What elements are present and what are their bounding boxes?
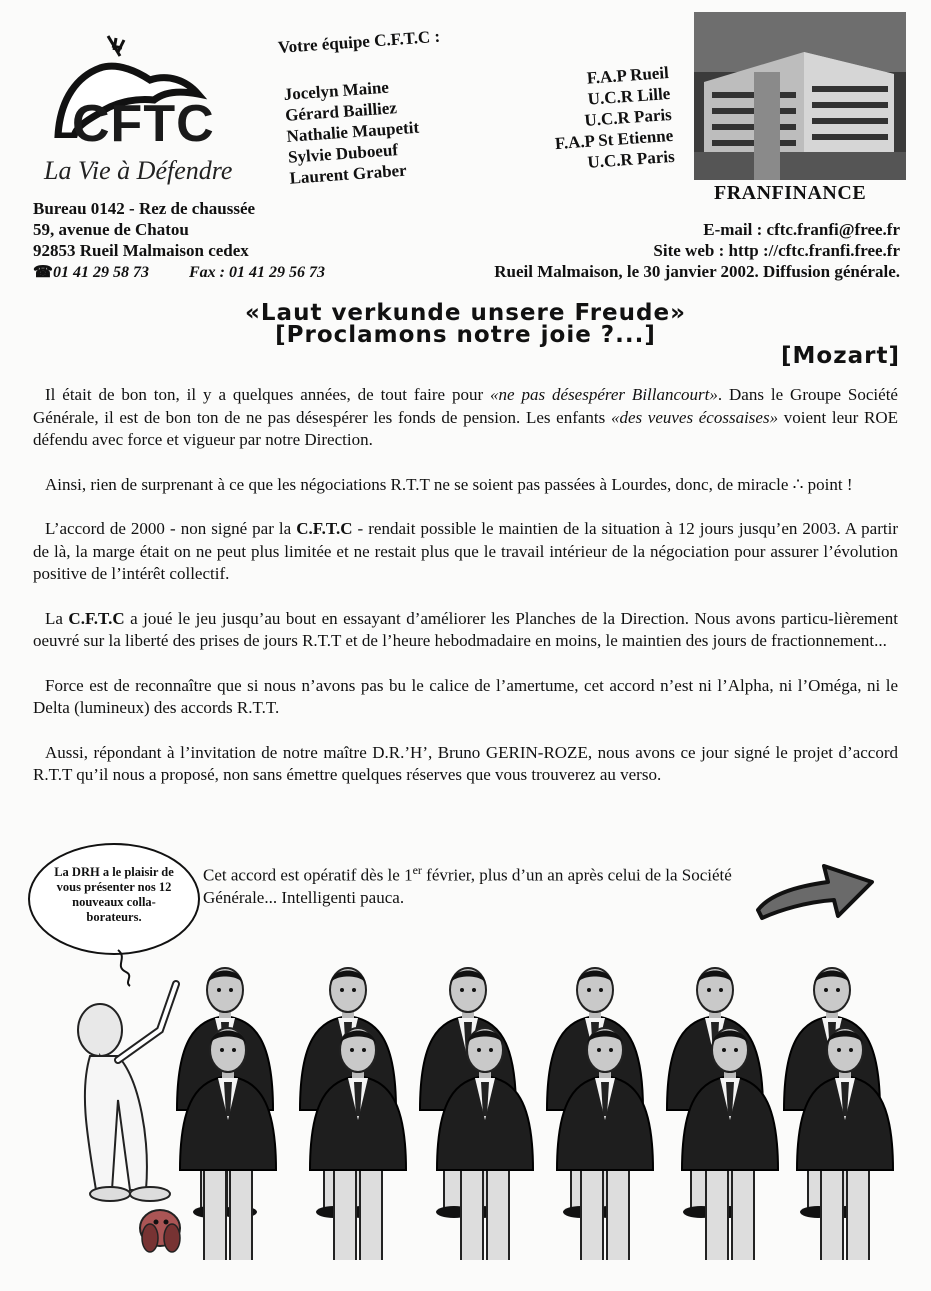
team-heading: Votre équipe C.F.T.C : <box>277 26 441 57</box>
paragraph: Ainsi, rien de surprenant à ce que les négociations R.T.T ne se soient pas passées à Lourdes, donc, de miracle ∴ point ! <box>45 474 853 494</box>
dateline: Rueil Malmaison, le 30 janvier 2002. Diffusion générale. <box>494 262 900 281</box>
address-line: Bureau 0142 - Rez de chaussée <box>33 199 256 218</box>
team-member: Sylvie Duboeuf <box>287 140 399 167</box>
paragraph: Aussi, répondant à l’invitation de notre maître D.R.’H’, Bruno GERIN-ROZE, nous avons ce jour signé le projet d’accord R.T.T qu’il nous a proposé, non sans émettre quelques réserves que vous trouverez au verso. <box>33 742 898 784</box>
phone-number: 01 41 29 58 73 <box>52 264 149 281</box>
team-member: Jocelyn Maine <box>283 77 390 104</box>
logo-name: CFTC <box>72 95 215 153</box>
cftc-logo <box>38 28 268 188</box>
email[interactable]: E-mail : cftc.franfi@free.fr <box>703 220 900 239</box>
team-location: U.C.R Paris <box>583 104 673 130</box>
contact-block <box>430 219 900 282</box>
website[interactable]: Site web : http ://cftc.franfi.free.fr <box>653 241 900 260</box>
office-building-photo <box>694 12 906 180</box>
title-line-2: [Proclamons notre joie ?...] <box>275 322 656 348</box>
address-line: 92853 Rueil Malmaison cedex <box>33 241 249 260</box>
paragraph: L’accord de 2000 - non signé par la C.F.T.C - rendait possible le maintien de la situation à 12 jours jusqu’en 2003. A partir de là, la marge était on ne peut plus limitée et ne restait plus que le travail intérieur de la négociation pour assurer l’évolution positive de l’intérêt collectif. <box>33 519 898 583</box>
team-location: U.C.R Paris <box>586 146 676 172</box>
phone-fax-line <box>33 262 325 282</box>
team-location: U.C.R Lille <box>587 83 671 109</box>
cartoon-illustration <box>0 960 900 1260</box>
team-location: F.A.P Rueil <box>586 62 670 88</box>
speech-bubble: La DRH a le plaisir de vous présenter nos 12 nouveaux colla-borateurs. <box>28 843 200 955</box>
team-locations <box>520 62 675 177</box>
closing-text: Cet accord est opératif dès le 1er février, plus d’un an après celui de la Société Générale... Intelligenti pauca. <box>203 863 732 908</box>
paragraph: Il était de bon ton, il y a quelques années, de tout faire pour «ne pas désespérer Billancourt». Dans le Groupe Société Générale, il est de bon ton de ne pas désespérer les fonds de pension. Les enfants «des veuves écossaises» voient leur ROE défendu avec force et vigueur par notre Direction. <box>33 385 899 449</box>
team-member: Nathalie Maupetit <box>285 117 420 146</box>
phone-icon: ☎ <box>33 264 53 281</box>
team-member: Gérard Bailliez <box>284 98 398 125</box>
fax-number: Fax : 01 41 29 56 73 <box>188 264 325 281</box>
paragraph: La C.F.T.C a joué le jeu jusqu’au bout en essayant d’améliorer les Planches de la Direction. Nous avons particu-lièrement oeuvré sur la liberté des prises de jours R.T.T et de l’heure hebodmadaire en moins, le maintien des jours de fractionnement... <box>33 608 898 650</box>
team-member: Laurent Graber <box>288 160 408 188</box>
title-line-1: «Laut verkunde unsere Freude» <box>245 300 686 326</box>
logo-tagline: La Vie à Défendre <box>44 156 233 185</box>
title-line-3: [Mozart] <box>781 343 900 369</box>
team-location: F.A.P St Etienne <box>554 125 674 154</box>
paragraph: Force est de reconnaître que si nous n’avons pas bu le calice de l’amertume, cet accord n’est ni l’Alpha, ni l’Oméga, ni le Delta (lumineux) des accords R.T.T. <box>33 675 898 717</box>
article-body <box>33 384 898 809</box>
address-block <box>33 198 255 261</box>
address-line: 59, avenue de Chatou <box>33 220 189 239</box>
right-arrow-icon <box>750 848 880 928</box>
company-name: FRANFINANCE <box>714 182 867 204</box>
team-members <box>283 75 423 189</box>
